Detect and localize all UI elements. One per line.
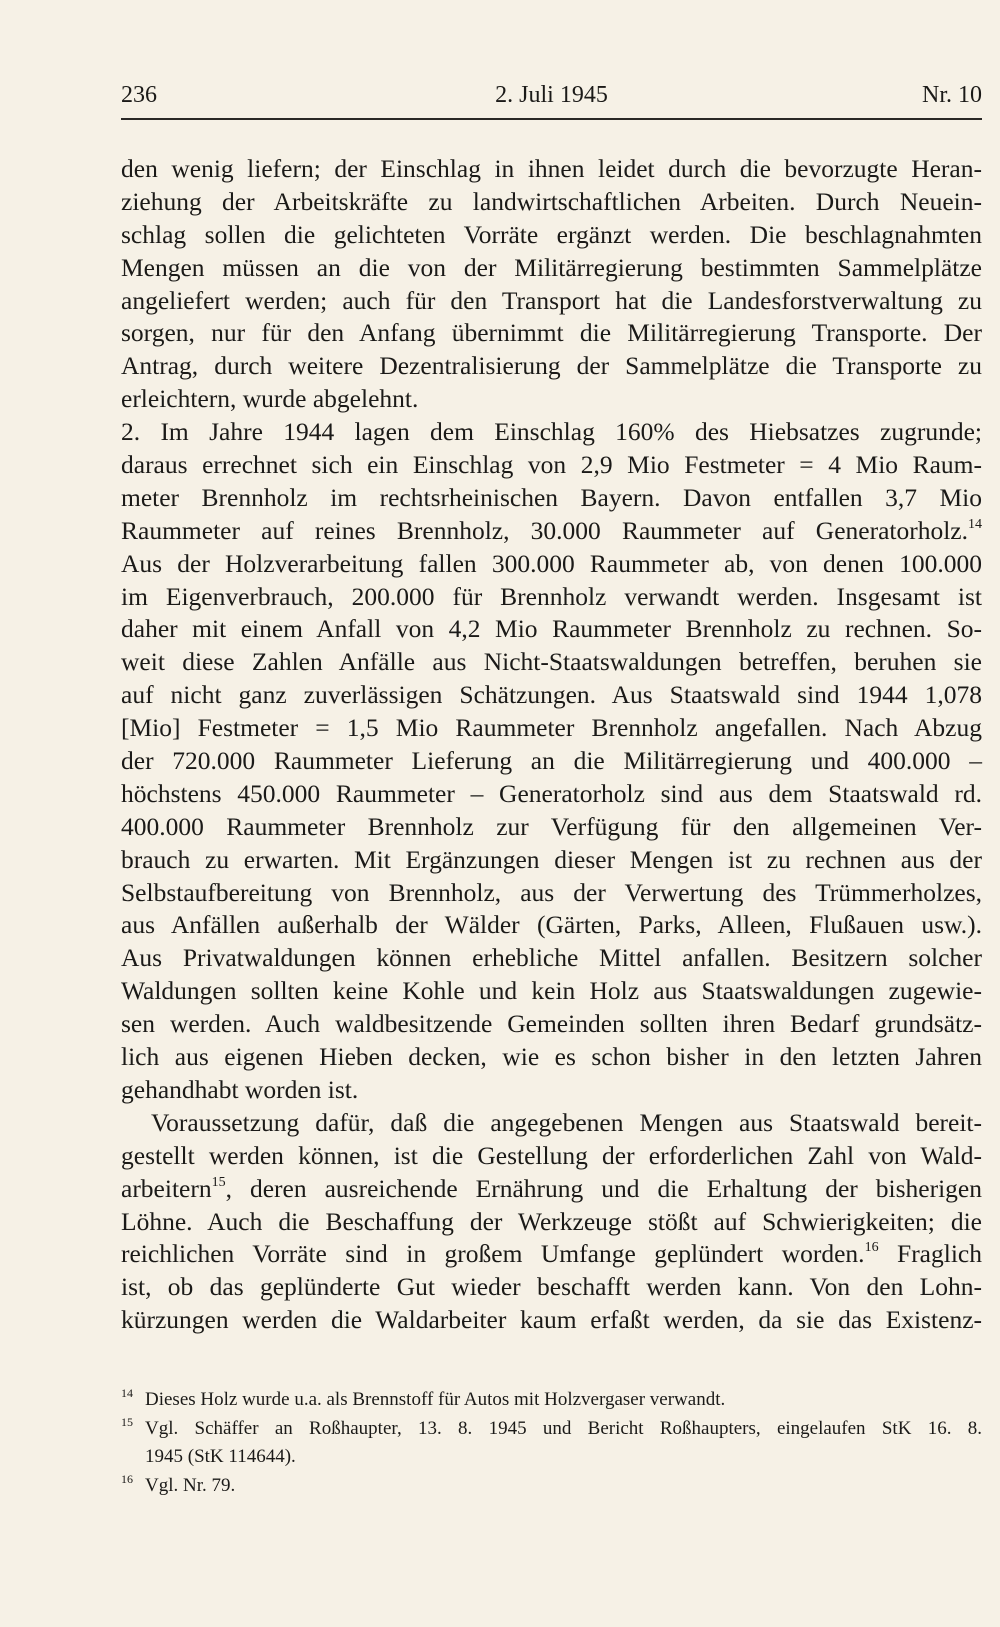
text-line: Voraussetzung dafür, daß die angegebenen Mengen aus Staatswald bereit- — [151, 1107, 982, 1137]
text-line: der 720.000 Raummeter Lieferung an die Militärregierung und 400.000 – — [121, 746, 982, 776]
footnote-15: 15 Vgl. Schäffer an Roßhaupter, 13. 8. 1945 und Bericht Roßhaupters, eingelaufen StK 16. 8. — [121, 1414, 982, 1439]
footnote-16: 16 Vgl. Nr. 79. — [121, 1471, 236, 1496]
text-line — [121, 1173, 982, 1206]
footnotes — [121, 1386, 982, 1500]
footnote-ref-16[interactable]: 16 — [864, 1240, 879, 1256]
text-fragment: , deren ausreichende Ernährung und die Erhaltung der bisherigen — [225, 1173, 982, 1203]
document-number: Nr. 10 — [922, 82, 982, 108]
text-line: Selbstaufbereitung von Brennholz, aus der Verwertung des Trümmerholzes, — [121, 877, 982, 907]
text-line: den wenig liefern; der Einschlag in ihnen leidet durch die bevorzugte Heran- — [121, 154, 982, 183]
text-line: gehandhabt worden ist. — [121, 1074, 359, 1104]
text-line: schlag sollen die gelichteten Vorräte ergänzt werden. Die beschlagnahmten — [121, 219, 982, 249]
footnote-ref-15[interactable]: 15 — [211, 1174, 226, 1190]
text-line: lich aus eigenen Hieben decken, wie es schon bisher in den letzten Jahren — [121, 1042, 982, 1072]
text-line: sorgen, nur für den Anfang übernimmt die Militärregierung Transporte. Der — [121, 318, 982, 348]
text-fragment: arbeitern — [121, 1173, 212, 1203]
footnote-15-continuation: 1945 (StK 114644). — [145, 1446, 296, 1467]
text-fragment: Fraglich — [878, 1239, 982, 1269]
text-line: Waldungen sollten keine Kohle und kein Holz aus Staatswaldungen zugewie- — [121, 976, 982, 1006]
text-line: höchstens 450.000 Raummeter – Generatorholz sind aus dem Staatswald rd. — [121, 778, 982, 808]
text-line: aus Anfällen außerhalb der Wälder (Gärten, Parks, Alleen, Flußauen usw.). — [121, 910, 982, 940]
text-line: angeliefert werden; auch für den Transport hat die Landesforstverwaltung zu — [121, 285, 982, 315]
text-line — [121, 515, 982, 548]
text-fragment: Raummeter auf reines Brennholz, 30.000 Raummeter auf Generatorholz. — [121, 515, 968, 545]
text-fragment: reichlichen Vorräte sind in großem Umfange geplündert worden. — [121, 1239, 865, 1269]
text-line: ist, ob das geplünderte Gut wieder beschafft werden kann. Von den Lohn- — [121, 1272, 982, 1302]
running-header — [121, 82, 982, 120]
text-line: auf nicht ganz zuverlässigen Schätzungen. Aus Staatswald sind 1944 1,078 — [121, 680, 982, 710]
text-line: Aus der Holzverarbeitung fallen 300.000 Raummeter ab, von denen 100.000 — [121, 548, 982, 578]
text-line — [121, 1238, 982, 1271]
text-line: kürzungen werden die Waldarbeiter kaum erfaßt werden, da sie das Existenz- — [121, 1305, 982, 1335]
text-line: ziehung der Arbeitskräfte zu landwirtschaftlichen Arbeiten. Durch Neuein- — [121, 186, 982, 216]
text-line: Löhne. Auch die Beschaffung der Werkzeuge stößt auf Schwierigkeiten; die — [121, 1206, 982, 1236]
page-number: 236 — [121, 82, 157, 108]
text-line: Mengen müssen an die von der Militärregierung bestimmten Sammelplätze — [121, 252, 982, 282]
text-line: daraus errechnet sich ein Einschlag von 2,9 Mio Festmeter = 4 Mio Raum- — [121, 450, 982, 480]
text-line: brauch zu erwarten. Mit Ergänzungen dieser Mengen ist zu rechnen aus der — [121, 844, 982, 874]
text-line: 2. Im Jahre 1944 lagen dem Einschlag 160% des Hiebsatzes zugrunde; — [121, 417, 982, 447]
footnote-text: Vgl. Nr. 79. — [145, 1474, 236, 1496]
text-line: im Eigenverbrauch, 200.000 für Brennholz verwandt werden. Insgesamt ist — [121, 581, 982, 611]
header-date: 2. Juli 1945 — [495, 82, 608, 108]
text-line: daher mit einem Anfall von 4,2 Mio Raummeter Brennholz zu rechnen. So- — [121, 614, 982, 644]
footnote-14: 14 Dieses Holz wurde u.a. als Brennstoff für Autos mit Holzvergaser verwandt. — [121, 1386, 726, 1410]
text-line: Antrag, durch weitere Dezentralisierung der Sammelplätze die Transporte zu — [121, 351, 982, 381]
text-line: erleichtern, wurde abgelehnt. — [121, 384, 419, 414]
footnote-text: Dieses Holz wurde u.a. als Brennstoff für Autos mit Holzvergaser verwandt. — [145, 1389, 726, 1410]
footnote-text: Vgl. Schäffer an Roßhaupter, 13. 8. 1945 und Bericht Roßhaupters, eingelaufen StK 16. 8. — [145, 1417, 982, 1439]
text-line: weit diese Zahlen Anfälle aus Nicht-Staatswaldungen betreffen, beruhen sie — [121, 647, 982, 677]
text-line: 400.000 Raummeter Brennholz zur Verfügung für den allgemeinen Ver- — [121, 811, 982, 841]
footnote-ref-14[interactable]: 14 — [968, 516, 982, 532]
body-text — [121, 153, 982, 1337]
text-line: gestellt werden können, ist die Gestellung der erforderlichen Zahl von Wald- — [121, 1140, 982, 1170]
text-line: Aus Privatwaldungen können erhebliche Mittel anfallen. Besitzern solcher — [121, 943, 982, 973]
text-line: [Mio] Festmeter = 1,5 Mio Raummeter Brennholz angefallen. Nach Abzug — [121, 713, 982, 743]
text-line: meter Brennholz im rechtsrheinischen Bayern. Davon entfallen 3,7 Mio — [121, 482, 982, 512]
text-line: sen werden. Auch waldbesitzende Gemeinden sollten ihren Bedarf grundsätz- — [121, 1009, 982, 1039]
